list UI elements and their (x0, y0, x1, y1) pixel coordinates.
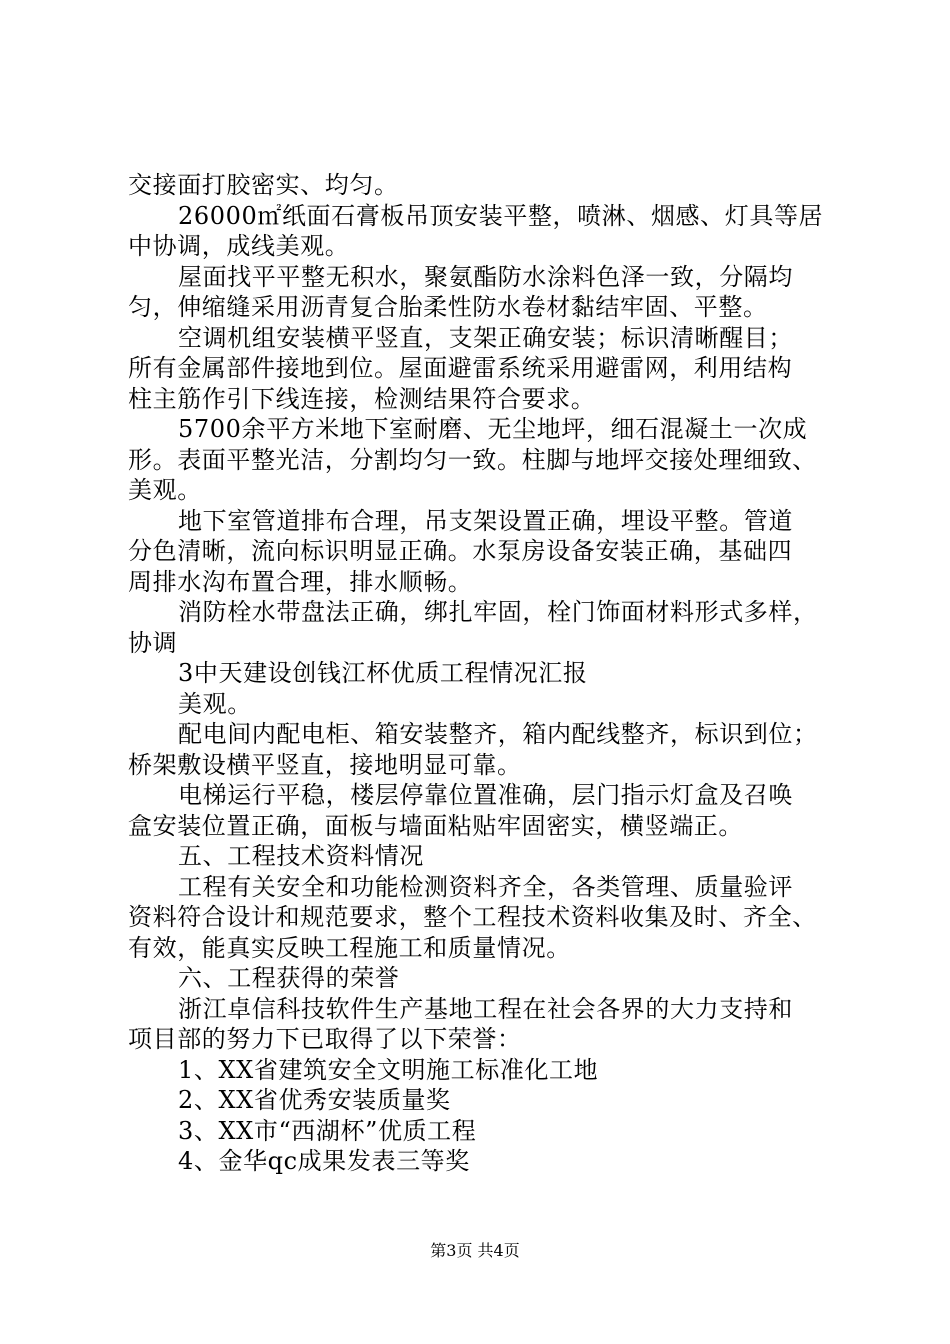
text-line: 3、XX市“西湖杯”优质工程 (178, 1116, 477, 1145)
text-line: 所有金属部件接地到位。屋面避雷系统采用避雷网，利用结构 (128, 354, 793, 382)
text-line: 柱主筋作引下线连接，检测结果符合要求。 (128, 384, 596, 413)
page-footer: 第3页 共4页 (430, 1241, 520, 1260)
text-line: 空调机组安装横平竖直，支架正确安装；标识清晰醒目； (178, 323, 793, 352)
text-line: 协调 (128, 628, 178, 657)
text-line: 1、XX省建筑安全文明施工标准化工地 (178, 1055, 599, 1084)
text-line: 屋面找平平整无积水，聚氨酯防水涂料色泽一致，分隔均 (178, 262, 793, 291)
text-line: 消防栓水带盘法正确，绑扎牢固，栓门饰面材料形式多样， (178, 598, 818, 626)
text-line: 3中天建设创钱江杯优质工程情况汇报 (178, 659, 588, 687)
text-line: 匀，伸缩缝采用沥青复合胎柔性防水卷材黏结牢固、平整。 (128, 293, 768, 321)
text-line: 2、XX省优秀安装质量奖 (178, 1086, 451, 1114)
text-line: 浙江卓信科技软件生产基地工程在社会各界的大力支持和 (178, 994, 793, 1023)
text-line: 26000㎡纸面石膏板吊顶安装平整，喷淋、烟感、灯具等居 (178, 201, 824, 230)
text-line: 配电间内配电柜、箱安装整齐，箱内配线整齐，标识到位； (178, 720, 818, 748)
text-line: 中协调，成线美观。 (128, 232, 350, 260)
text-line: 五、工程技术资料情况 (178, 842, 424, 870)
text-line: 盒安装位置正确，面板与墙面粘贴牢固密实，横竖端正。 (128, 811, 743, 840)
document-body (128, 170, 840, 1177)
text-line: 地下室管道排布合理，吊支架设置正确，埋设平整。管道 (178, 506, 793, 535)
text-line: 形。表面平整光洁，分割均匀一致。柱脚与地坪交接处理细致、 (128, 445, 817, 474)
text-line: 六、工程获得的荣誉 (178, 964, 400, 992)
text-line: 电梯运行平稳，楼层停靠位置准确，层门指示灯盒及召唤 (178, 781, 793, 809)
text-line: 分色清晰，流向标识明显正确。水泵房设备安装正确，基础四 (128, 537, 793, 565)
text-line: 资料符合设计和规范要求，整个工程技术资料收集及时、齐全、 (128, 903, 817, 931)
text-line: 工程有关安全和功能检测资料齐全，各类管理、质量验评 (178, 872, 793, 901)
text-line: 项目部的努力下已取得了以下荣誉： (128, 1025, 522, 1053)
text-line: 美观。 (128, 476, 202, 504)
text-line: 4、金华qc成果发表三等奖 (178, 1147, 470, 1175)
text-line: 美观。 (178, 689, 252, 718)
text-line: 桥架敷设横平竖直，接地明显可靠。 (128, 750, 522, 779)
text-line: 交接面打胶密实、均匀。 (128, 171, 399, 199)
text-line: 有效，能真实反映工程施工和质量情况。 (128, 933, 571, 962)
text-line: 周排水沟布置合理，排水顺畅。 (128, 567, 473, 596)
text-line: 5700余平方米地下室耐磨、无尘地坪，细石混凝土一次成 (178, 415, 808, 443)
